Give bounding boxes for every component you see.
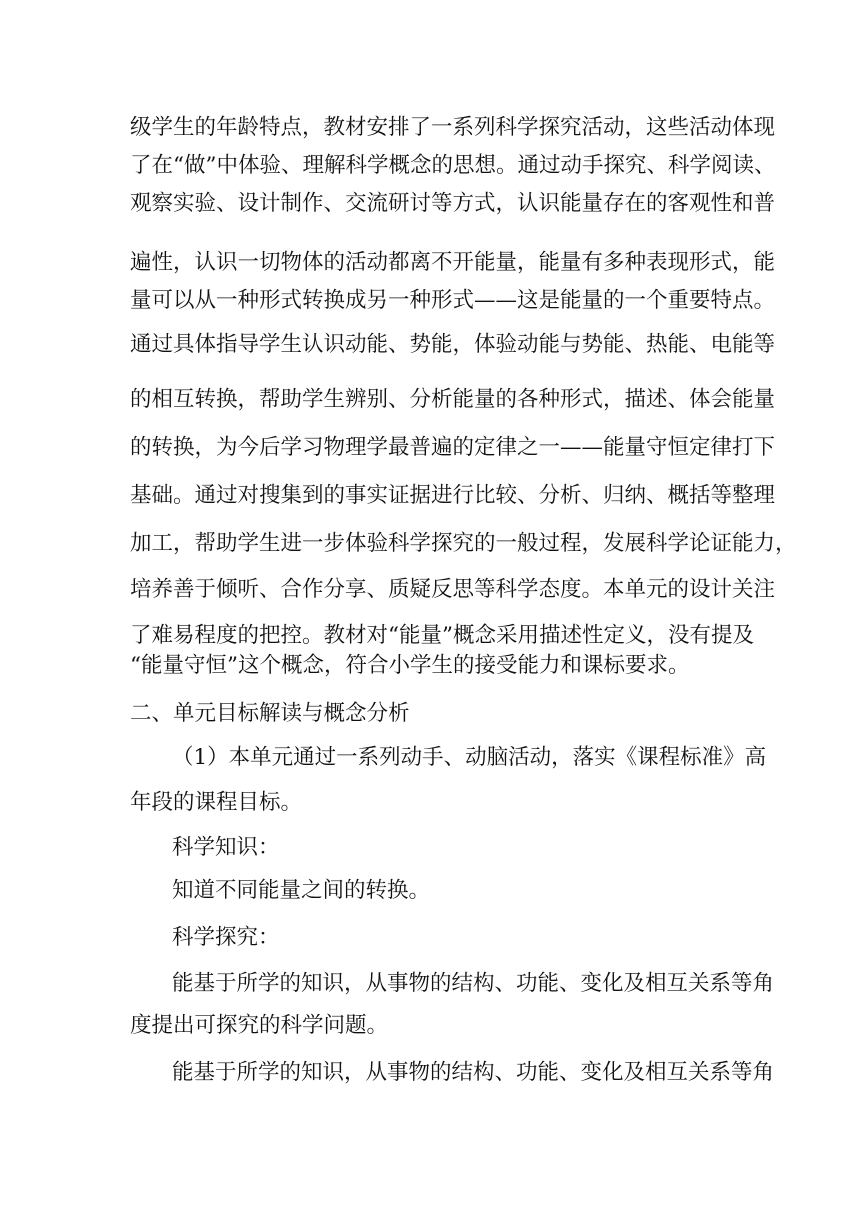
paragraph-line: 的相互转换，帮助学生辨别、分析能量的各种形式，描述、体会能量 [130,387,776,412]
paragraph-line: 了在“做”中体验、理解科学概念的思想。通过动手探究、科学阅读、 [130,153,776,178]
knowledge-label: 科学知识： [172,835,280,860]
paragraph-line: 观察实验、设计制作、交流研讨等方式，认识能量存在的客观性和普 [130,191,776,216]
paragraph-line: 了难易程度的把控。教材对“能量”概念采用描述性定义，没有提及 [130,623,754,648]
inquiry-line: 度提出可探究的科学问题。 [130,1013,389,1038]
paragraph-line: 量可以从一种形式转换成另一种形式——这是能量的一个重要特点。 [130,288,776,313]
paragraph-line: “能量守恒”这个概念，符合小学生的接受能力和课标要求。 [130,653,690,678]
paragraph-line: 通过具体指导学生认识动能、势能，体验动能与势能、热能、电能等 [130,332,776,357]
inquiry-line: 能基于所学的知识，从事物的结构、功能、变化及相互关系等角 [172,1060,775,1085]
paragraph-line: 的转换，为今后学习物理学最普遍的定律之一——能量守恒定律打下 [130,435,776,460]
inquiry-label: 科学探究： [172,925,280,950]
paragraph-line: 加工，帮助学生进一步体验科学探究的一般过程，发展科学论证能力， [130,531,797,556]
inquiry-line: 能基于所学的知识，从事物的结构、功能、变化及相互关系等角 [172,971,775,996]
paragraph-line: 培养善于倾听、合作分享、质疑反思等科学态度。本单元的设计关注 [130,577,776,602]
knowledge-text: 知道不同能量之间的转换。 [172,878,431,903]
goal-line: 年段的课程目标。 [130,790,303,815]
paragraph-line: 级学生的年龄特点，教材安排了一系列科学探究活动，这些活动体现 [130,115,776,140]
paragraph-line: 遍性，认识一切物体的活动都离不开能量，能量有多种表现形式，能 [130,250,776,275]
paragraph-line: 基础。通过对搜集到的事实证据进行比较、分析、归纳、概括等整理 [130,483,776,508]
section-heading: 二、单元目标解读与概念分析 [130,701,410,726]
goal-line: （1）本单元通过一系列动手、动脑活动，落实《课程标准》高 [172,745,767,770]
